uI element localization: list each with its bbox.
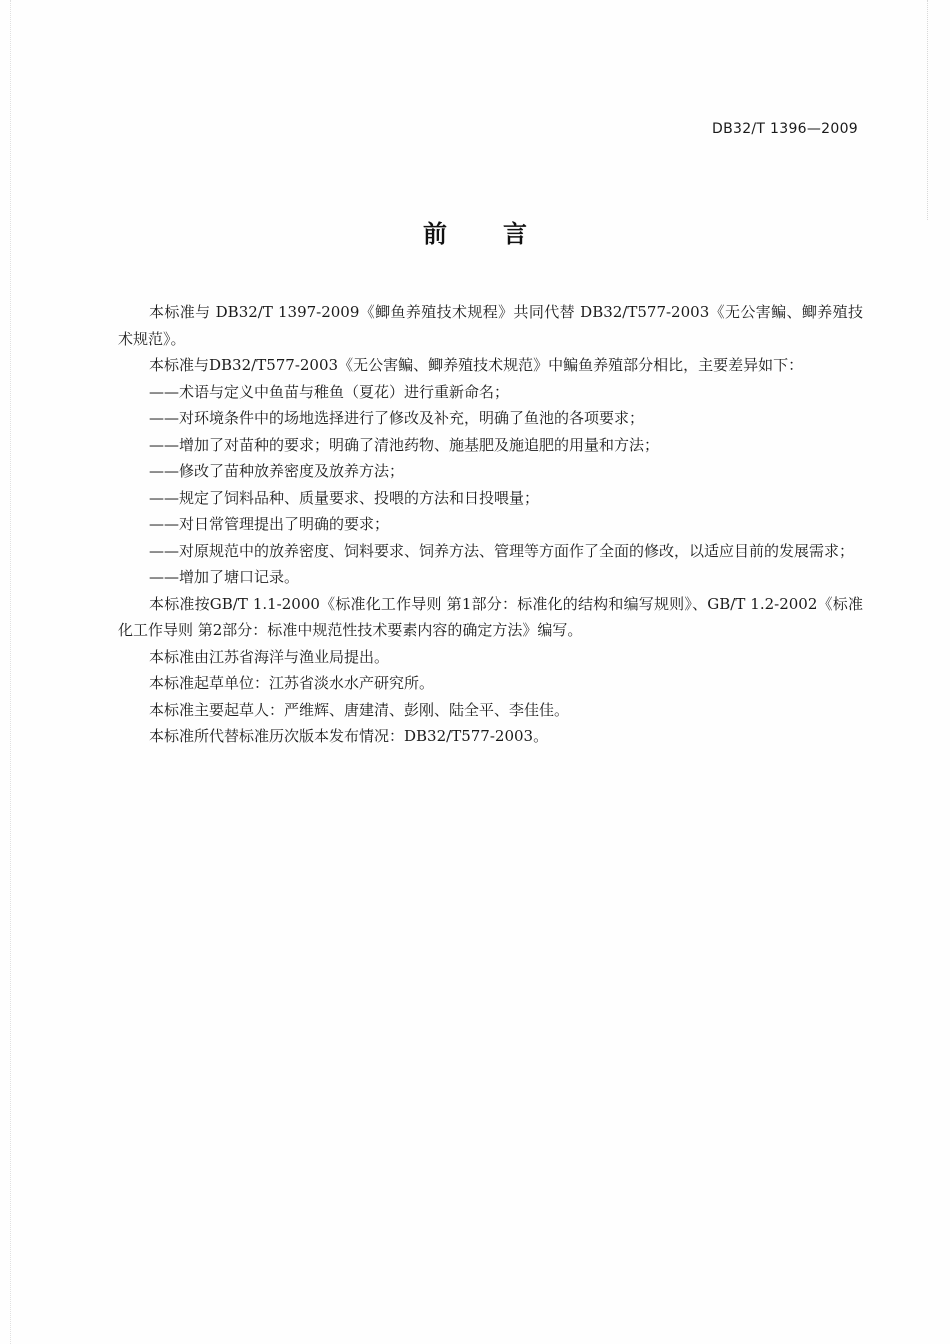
scan-right-mark	[927, 0, 930, 220]
list-item: ——对原规范中的放养密度、饲料要求、饲养方法、管理等方面作了全面的修改，以适应目前的发展需求；	[149, 541, 855, 560]
paragraph-proposer: 本标准由江苏省海洋与渔业局提出。	[149, 647, 390, 666]
paragraph-drafting-unit: 本标准起草单位：江苏省淡水水产研究所。	[149, 674, 435, 692]
paragraph-drafting-rules: 本标准按GB/T 1.1-2000《标准化工作导则 第1部分：标准化的结构和编写规则》、GB/T 1.2-2002《标准化工作导则 第2部分：标准中规范性技术要素内容的确定方法》编写。	[118, 594, 863, 639]
document-number: DB32/T 1396—2009	[712, 121, 858, 137]
list-item: ——修改了苗种放养密度及放养方法；	[149, 462, 405, 480]
foreword-body	[118, 299, 863, 750]
list-item: ——规定了饲料品种、质量要求、投喂的方法和日投喂量；	[149, 488, 540, 507]
list-item: ——增加了塘口记录。	[149, 568, 300, 586]
paragraph-replacement: 本标准与 DB32/T 1397-2009《鲫鱼养殖技术规程》共同代替 DB32/T577-2003《无公害鳊、鲫养殖技术规范》。	[118, 303, 863, 348]
list-item: ——对日常管理提出了明确的要求；	[149, 515, 390, 533]
section-title: 前言	[423, 220, 583, 248]
list-item: ——对环境条件中的场地选择进行了修改及补充，明确了鱼池的各项要求；	[149, 409, 645, 427]
paragraph-drafters: 本标准主要起草人：严维辉、唐建清、彭刚、陆全平、李佳佳。	[149, 700, 570, 719]
list-item: ——术语与定义中鱼苗与稚鱼（夏花）进行重新命名；	[149, 382, 510, 401]
scan-edge-mark	[10, 0, 12, 1344]
paragraph-differences-intro: 本标准与DB32/T577-2003《无公害鳊、鲫养殖技术规范》中鳊鱼养殖部分相比，主要差异如下：	[149, 356, 804, 374]
paragraph-previous-editions: 本标准所代替标准历次版本发布情况：DB32/T577-2003。	[149, 727, 549, 745]
list-item: ——增加了对苗种的要求；明确了清池药物、施基肥及施追肥的用量和方法；	[149, 435, 660, 454]
